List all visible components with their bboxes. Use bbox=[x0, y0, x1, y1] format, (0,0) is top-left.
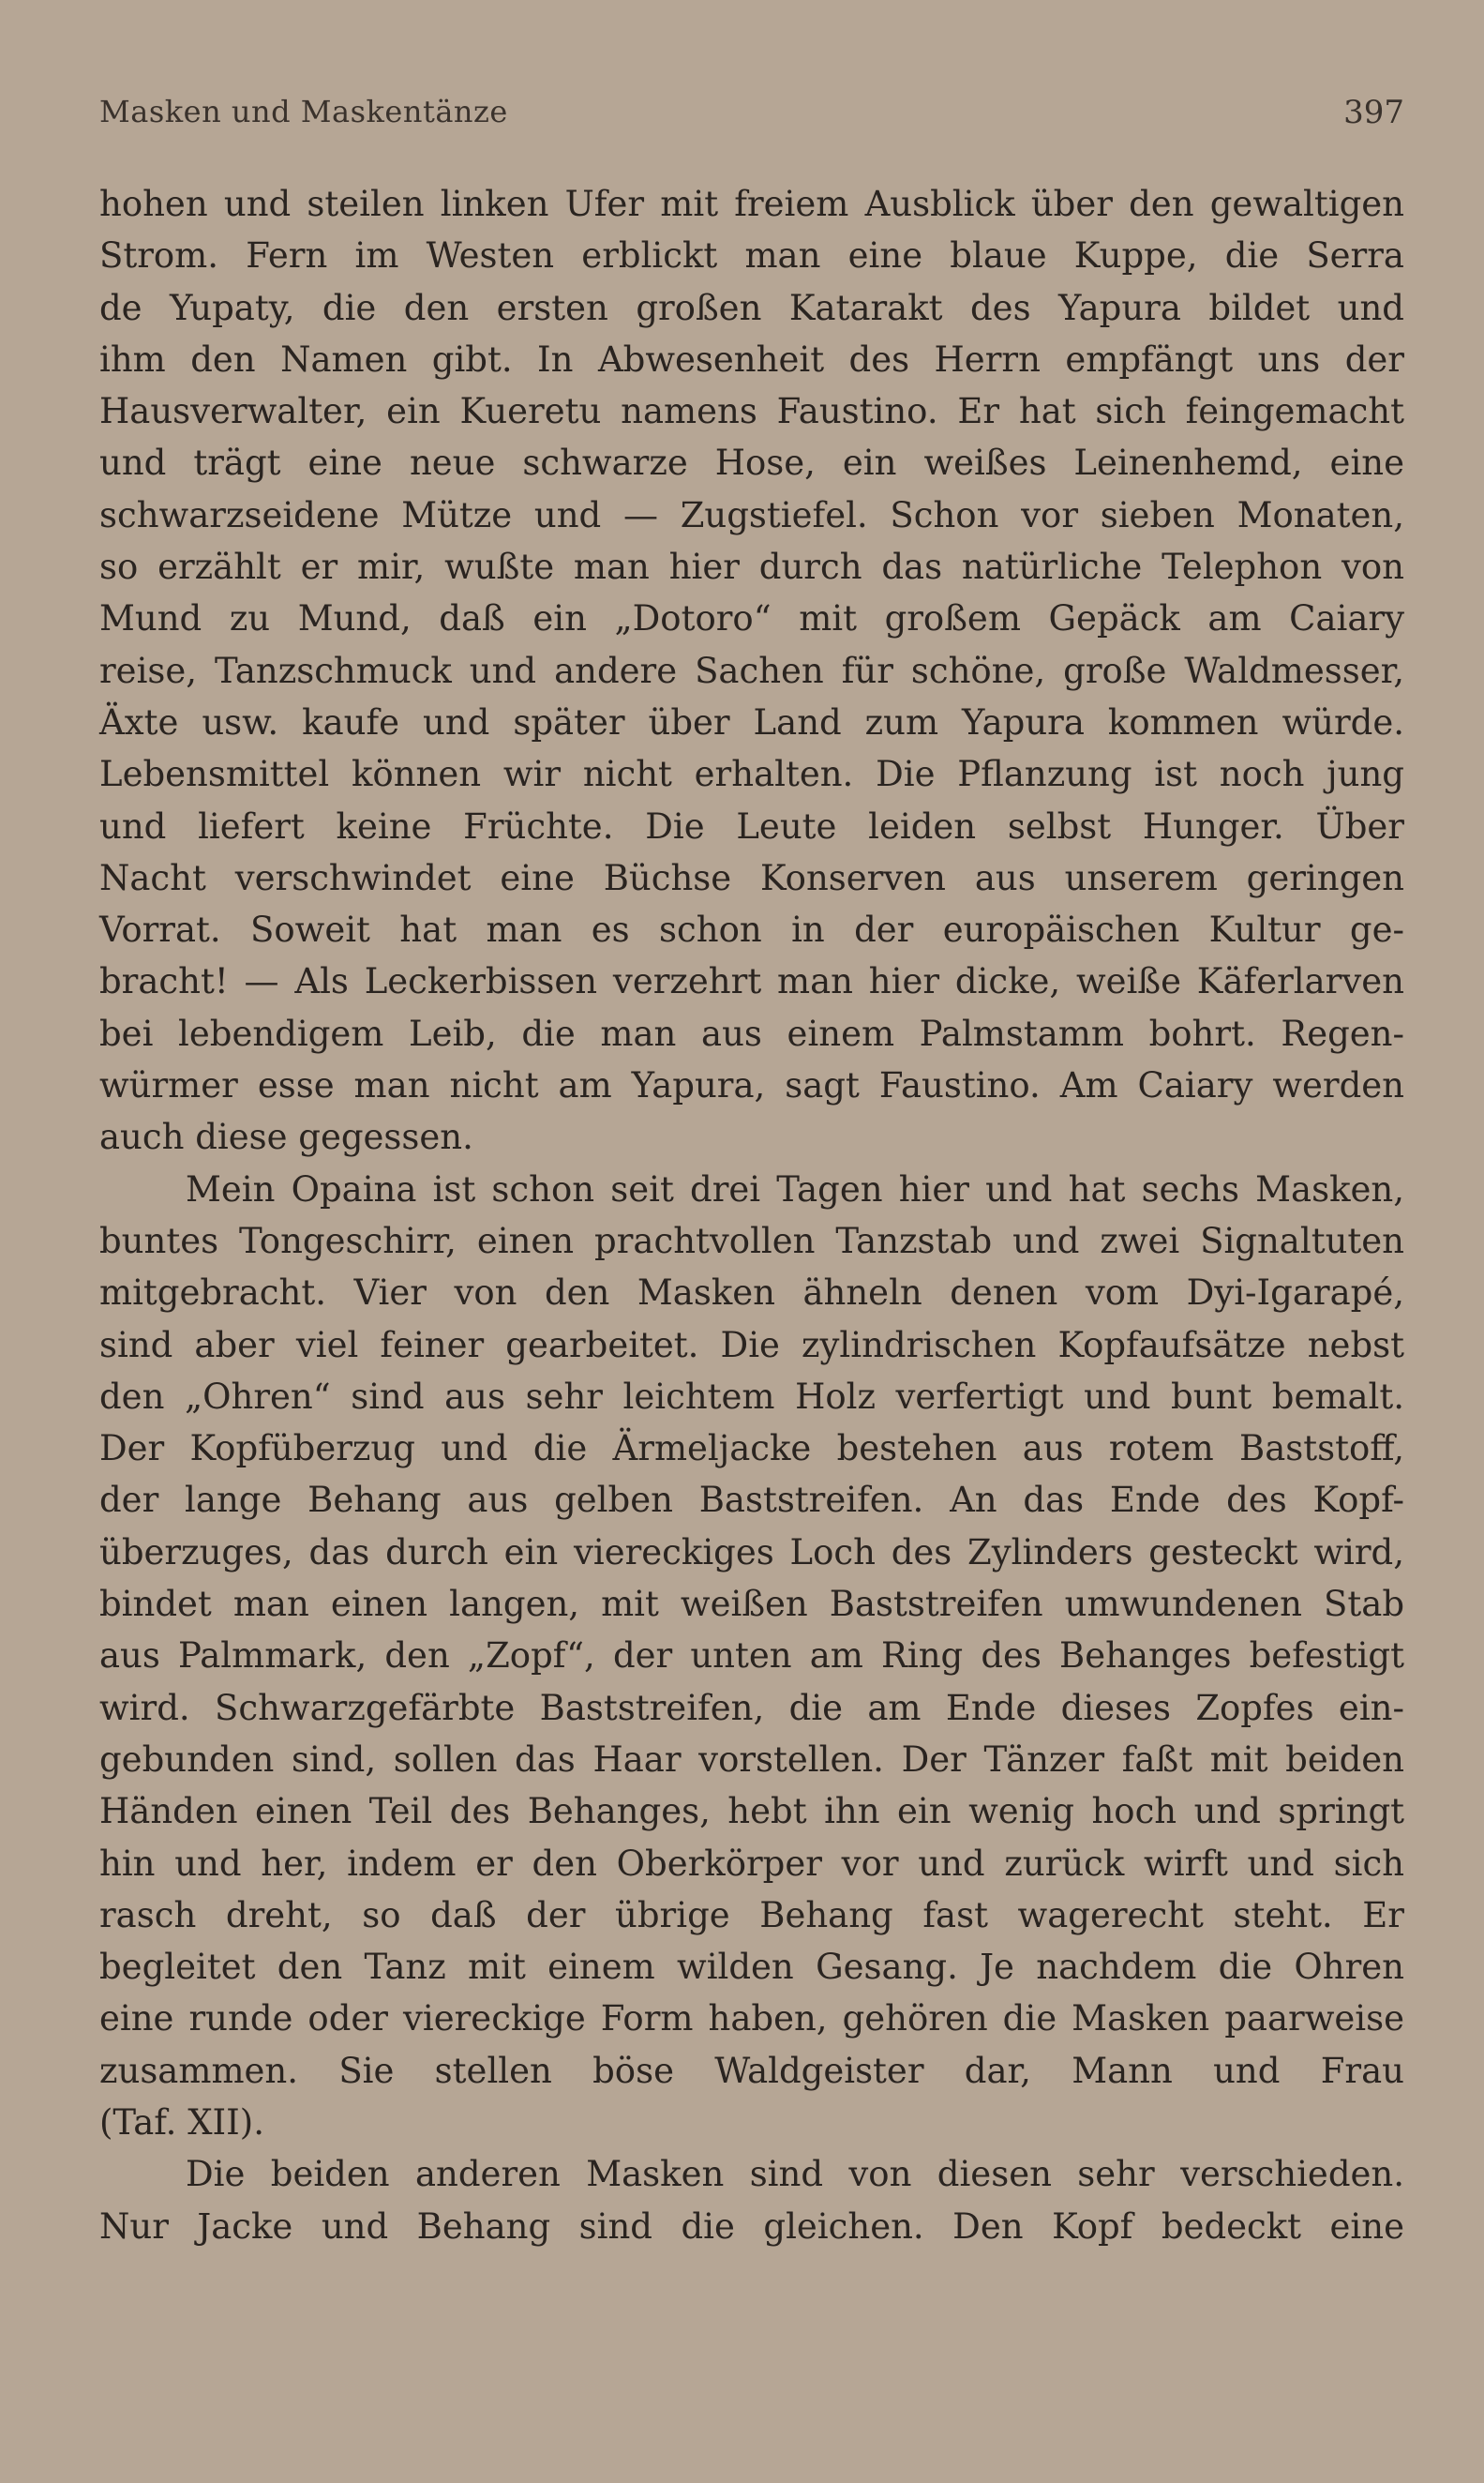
text-line: der lange Behang aus gelben Baststreifen. An das Ende des Kopf- bbox=[99, 1480, 1404, 1521]
running-head bbox=[99, 94, 1404, 137]
text-line: sind aber viel feiner gearbeitet. Die zylindrischen Kopfaufsätze nebst bbox=[99, 1324, 1404, 1365]
text-line: Strom. Fern im Westen erblickt man eine blaue Kuppe, die Serra bbox=[99, 235, 1404, 277]
text-line: Der Kopfüberzug und die Ärmeljacke bestehen aus rotem Baststoff, bbox=[99, 1428, 1404, 1469]
text-line: Hausverwalter, ein Kueretu namens Faustino. Er hat sich feingemacht bbox=[99, 391, 1404, 432]
text-line: ihm den Namen gibt. In Abwesenheit des Herrn empfängt uns der bbox=[99, 339, 1404, 380]
text-line: bindet man einen langen, mit weißen Baststreifen umwundenen Stab bbox=[99, 1584, 1404, 1625]
running-title: Masken und Maskentänze bbox=[99, 94, 508, 129]
text-line: bei lebendigem Leib, die man aus einem Palmstamm bohrt. Regen- bbox=[99, 1013, 1404, 1054]
text-line: aus Palmmark, den „Zopf“, der unten am Ring des Behanges befestigt bbox=[99, 1635, 1404, 1677]
body-text bbox=[99, 178, 1404, 2252]
text-line: Vorrat. Soweit hat man es schon in der europäischen Kultur ge- bbox=[99, 910, 1404, 951]
text-line: überzuges, das durch ein viereckiges Loch des Zylinders gesteckt wird, bbox=[99, 1531, 1404, 1573]
text-line: gebunden sind, sollen das Haar vorstellen. Der Tänzer faßt mit beiden bbox=[99, 1738, 1404, 1780]
text-line: rasch dreht, so daß der übrige Behang fast wagerecht steht. Er bbox=[99, 1894, 1404, 1935]
text-line: hohen und steilen linken Ufer mit freiem Ausblick über den gewaltigen bbox=[99, 184, 1404, 224]
text-line: Äxte usw. kaufe und später über Land zum Yapura kommen würde. bbox=[99, 701, 1404, 743]
text-line: hin und her, indem er den Oberkörper vor und zurück wirft und sich bbox=[99, 1843, 1404, 1884]
text-line: Mund zu Mund, daß ein „Dotoro“ mit großem Gepäck am Caiary bbox=[99, 598, 1404, 640]
text-line: so erzählt er mir, wußte man hier durch das natürliche Telephon von bbox=[99, 547, 1404, 588]
text-line: mitgebracht. Vier von den Masken ähneln denen vom Dyi-Igarapé, bbox=[99, 1272, 1404, 1314]
text-line: buntes Tongeschirr, einen prachtvollen Tanzstab und zwei Signaltuten bbox=[99, 1220, 1404, 1261]
text-line: Die beiden anderen Masken sind von diesen sehr verschieden. bbox=[186, 2154, 1404, 2195]
text-line: Händen einen Teil des Behanges, hebt ihn ein wenig hoch und springt bbox=[99, 1791, 1404, 1832]
text-line: Lebensmittel können wir nicht erhalten. Die Pflanzung ist noch jung bbox=[99, 754, 1404, 795]
text-line: reise, Tanzschmuck und andere Sachen für schöne, große Waldmesser, bbox=[99, 650, 1404, 691]
text-line: Nur Jacke und Behang sind die gleichen. Den Kopf bedeckt eine bbox=[99, 2205, 1404, 2247]
text-line: würmer esse man nicht am Yapura, sagt Faustino. Am Caiary werden bbox=[99, 1065, 1404, 1106]
text-line: und trägt eine neue schwarze Hose, ein weißes Leinenhemd, eine bbox=[99, 443, 1404, 484]
text-line: de Yupaty, die den ersten großen Katarakt des Yapura bildet und bbox=[99, 287, 1404, 328]
text-line: zusammen. Sie stellen böse Waldgeister dar, Mann und Frau bbox=[99, 2050, 1404, 2091]
page-number: 397 bbox=[1343, 94, 1404, 131]
text-line: Nacht verschwindet eine Büchse Konserven aus unserem geringen bbox=[99, 857, 1404, 898]
text-line: wird. Schwarzgefärbte Baststreifen, die am Ende dieses Zopfes ein- bbox=[99, 1687, 1404, 1728]
text-line: begleitet den Tanz mit einem wilden Gesang. Je nachdem die Ohren bbox=[99, 1947, 1404, 1988]
text-line: auch diese gegessen. bbox=[99, 1117, 473, 1158]
text-line: den „Ohren“ sind aus sehr leichtem Holz verfertigt und bunt bemalt. bbox=[99, 1376, 1404, 1417]
text-line: bracht! — Als Leckerbissen verzehrt man hier dicke, weiße Käferlarven bbox=[99, 961, 1404, 1002]
text-line: schwarzseidene Mütze und — Zugstiefel. Schon vor sieben Monaten, bbox=[99, 494, 1404, 535]
text-line: eine runde oder viereckige Form haben, gehören die Masken paarweise bbox=[99, 1998, 1404, 2039]
text-line: (Taf. XII). bbox=[99, 2101, 264, 2143]
text-line: Mein Opaina ist schon seit drei Tagen hier und hat sechs Masken, bbox=[186, 1168, 1404, 1210]
text-line: und liefert keine Früchte. Die Leute leiden selbst Hunger. Über bbox=[99, 805, 1404, 847]
